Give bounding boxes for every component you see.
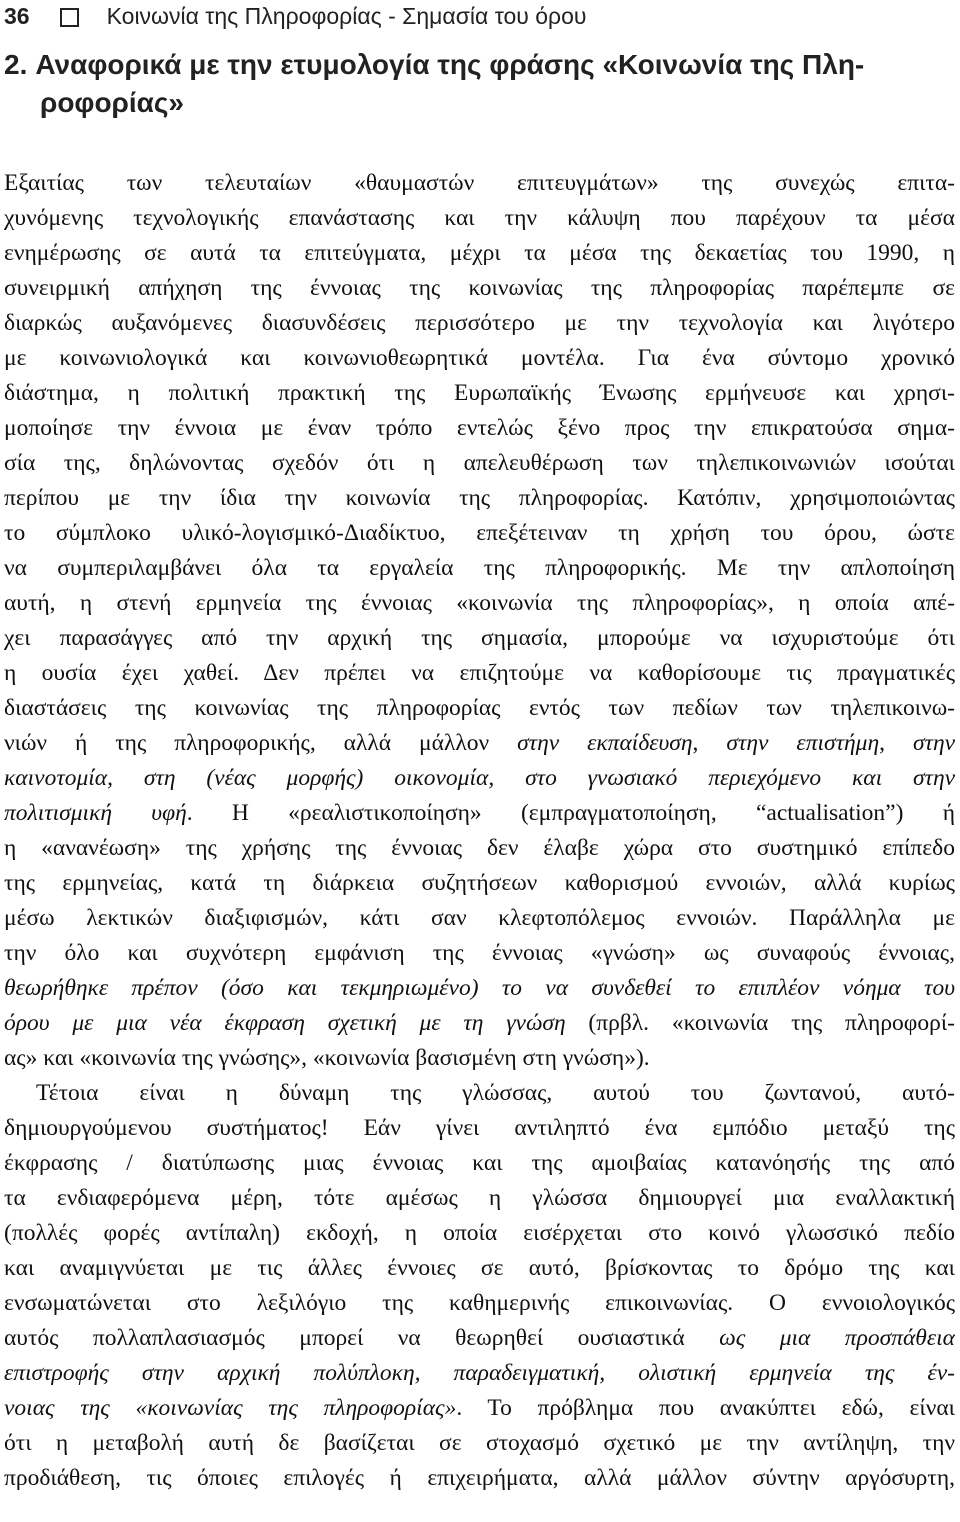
running-title: Κοινωνία της Πληροφορίας - Σημασία του όρου [106, 2, 587, 29]
text-line: διαστάσεις της κοινωνίας της πληροφορίας εντός των πεδίων των τηλεπικοινω- [4, 695, 955, 721]
text-line: της ερμηνείας, κατά τη διάρκεια συζητήσεων καθορισμού εννοιών, αλλά κυρίως [4, 870, 955, 896]
text-line: με κοινωνιολογικά και κοινωνιοθεωρητικά μοντέλα. Για ένα σύντομο χρονικό [4, 345, 955, 371]
text-line: την όλο και συχνότερη εμφάνιση της έννοιας «γνώση» ως συναφούς έννοιας, [4, 940, 955, 966]
text-line: χει παρασάγγες από την αρχική της σημασία, μπορούμε να ισχυριστούμε ότι [4, 625, 955, 651]
text-line: η «ανανέωση» της χρήσης της έννοιας δεν έλαβε χώρα στο συστημικό επίπεδο [4, 835, 955, 861]
text-line: σία της, δηλώνοντας σχεδόν ότι η απελευθέρωση των τηλεπικοινωνιών ισούται [4, 450, 955, 476]
section-title-line-2: ροφορίας» [40, 87, 185, 118]
text-line: περίπου με την ίδια την κοινωνία της πληροφορίας. Κατόπιν, χρησιμοποιώντας [4, 485, 955, 511]
square-outline-icon [60, 8, 79, 27]
text-line: να συμπεριλαμβάνει όλα τα εργαλεία της πληροφορικής. Με την απλοποίηση [4, 555, 955, 581]
text-line: μοποίησε την έννοια με έναν τρόπο εντελώς ξένο προς την επικρατούσα σημα- [4, 415, 955, 441]
text-line: μέσω λεκτικών διαξιφισμών, κάτι σαν κλεφτοπόλεμος εννοιών. Παράλληλα με [4, 905, 955, 931]
section-number: 2. [4, 49, 28, 80]
text-line: νιών ή της πληροφορικής, αλλά μάλλον στην εκπαίδευση, στην επιστήμη, στην [4, 730, 955, 756]
text-line: ενσωματώνεται στο λεξιλόγιο της καθημερινής επικοινωνίας. Ο εννοιολογικός [4, 1290, 955, 1316]
text-line: θεωρήθηκε πρέπον (όσο και τεκμηριωμένο) το να συνδεθεί το επιπλέον νόημα του [4, 975, 955, 1001]
text-line: αυτός πολλαπλασιασμός μπορεί να θεωρηθεί ουσιαστικά ως μια προσπάθεια [4, 1325, 955, 1351]
text-line: διάστημα, η πολιτική πρακτική της Ευρωπαϊκής Ένωσης ερμήνευσε και χρησι- [4, 380, 955, 406]
text-line: πολιτισμική υφή. Η «ρεαλιστικοποίηση» (εμπραγματοποίηση, “actualisation”) ή [4, 800, 955, 826]
text-line: έκφρασης / διατύπωσης μιας έννοιας και της αμοιβαίας κατανόησής της από [4, 1150, 955, 1176]
page-number: 36 [4, 2, 30, 29]
running-header [4, 0, 586, 32]
text-line: ενημέρωσης σε αυτά τα επιτεύγματα, μέχρι τα μέσα της δεκαετίας του 1990, η [4, 240, 955, 266]
text-line: ότι η μεταβολή αυτή δε βασίζεται σε στοχασμό σχετικό με την αντίληψη, την [4, 1430, 955, 1456]
text-line: (πολλές φορές αντίπαλη) εκδοχή, η οποία εισέρχεται στο κοινό γλωσσικό πεδίο [4, 1220, 955, 1246]
text-line: δημιουργούμενου συστήματος! Εάν γίνει αντιληπτό ένα εμπόδιο μεταξύ της [4, 1115, 955, 1141]
section-title-line-1: Αναφορικά με την ετυμολογία της φράσης «Κοινωνία της Πλη- [35, 49, 865, 80]
text-line: νοιας της «κοινωνίας της πληροφορίας». Το πρόβλημα που ανακύπτει εδώ, είναι [4, 1395, 955, 1421]
body-text [4, 166, 955, 1496]
text-line: διαρκώς αυξανόμενες διασυνδέσεις περισσότερο με την τεχνολογία και λιγότερο [4, 310, 955, 336]
text-line: Εξαιτίας των τελευταίων «θαυμαστών επιτευγμάτων» της συνεχώς επιτα- [4, 170, 955, 196]
text-line: Τέτοια είναι η δύναμη της γλώσσας, αυτού του ζωντανού, αυτό- [36, 1080, 955, 1106]
text-line: επιστροφής στην αρχική πολύπλοκη, παραδειγματική, ολιστική ερμηνεία της έν- [4, 1360, 955, 1386]
text-line: όρου με μια νέα έκφραση σχετική με τη γνώση (πρβλ. «κοινωνία της πληροφορί- [4, 1010, 955, 1036]
text-line: το σύμπλοκο υλικό-λογισμικό-Διαδίκτυο, επεξέτειναν τη χρήση του όρου, ώστε [4, 520, 955, 546]
text-line: η ουσία έχει χαθεί. Δεν πρέπει να επιζητούμε να καθορίσουμε τις πραγματικές [4, 660, 955, 686]
text-line: χυνόμενης τεχνολογικής επανάστασης και την κάλυψη που παρέχουν τα μέσα [4, 205, 955, 231]
text-line: αυτή, η στενή ερμηνεία της έννοιας «κοινωνία της πληροφορίας», η οποία απέ- [4, 590, 955, 616]
section-heading [4, 46, 954, 122]
text-line: και αναμιγνύεται με τις άλλες έννοιες σε αυτό, βρίσκοντας το δρόμο της και [4, 1255, 955, 1281]
text-line: τα ενδιαφερόμενα μέρη, τότε αμέσως η γλώσσα δημιουργεί μια εναλλακτική [4, 1185, 955, 1211]
text-line: συνειρμική απήχηση της έννοιας της κοινωνίας της πληροφορίας παρέπεμπε σε [4, 275, 955, 301]
text-line: καινοτομία, στη (νέας μορφής) οικονομία, στο γνωσιακό περιεχόμενο και στην [4, 765, 955, 791]
text-line: ας» και «κοινωνία της γνώσης», «κοινωνία βασισμένη στη γνώση»). [4, 1045, 650, 1071]
text-line: προδιάθεση, τις όποιες επιλογές ή επιχειρήματα, αλλά μάλλον σύντην αργόσυρτη, [4, 1465, 955, 1491]
